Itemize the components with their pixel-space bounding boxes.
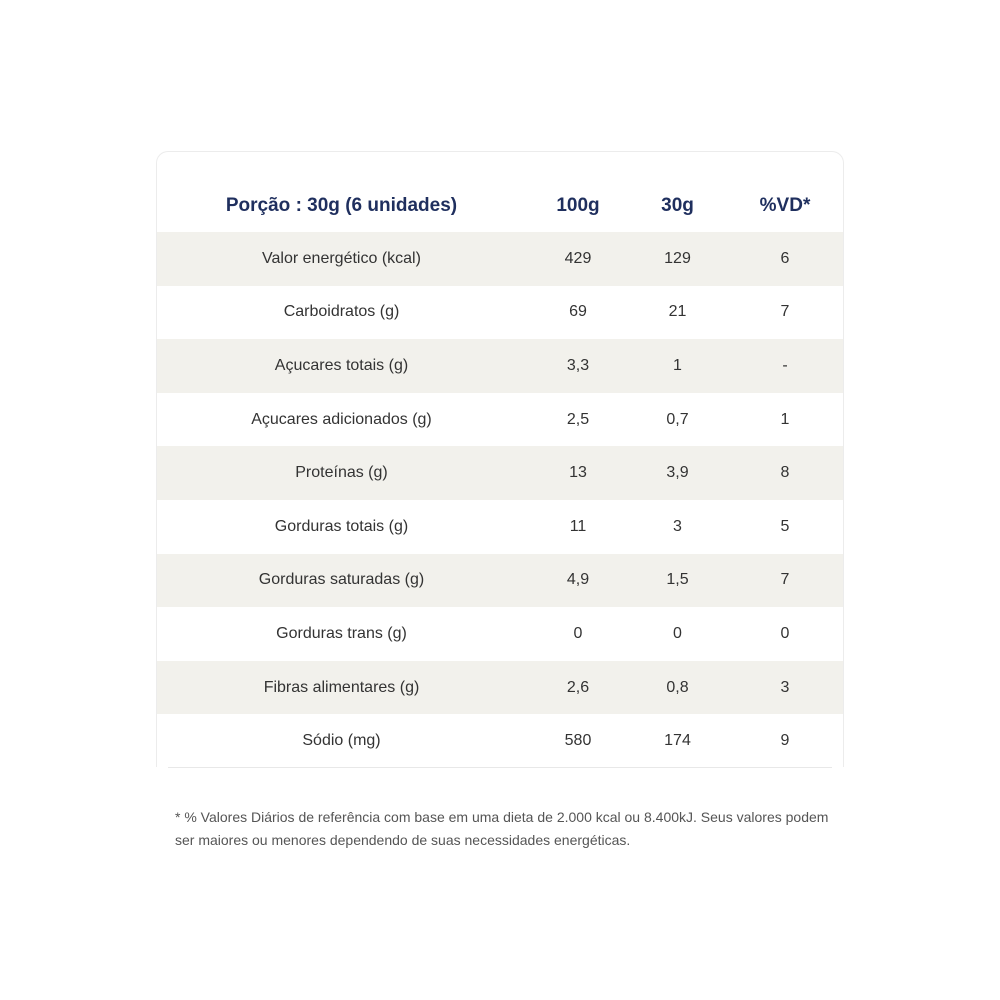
daily-value-percent: 9 bbox=[780, 732, 790, 750]
value-per-30g: 129 bbox=[664, 249, 691, 267]
daily-value-percent: 6 bbox=[780, 249, 790, 267]
daily-value-percent: 7 bbox=[780, 571, 790, 589]
value-per-30g: 0,7 bbox=[666, 410, 689, 428]
value-per-100g: 3,3 bbox=[566, 356, 590, 374]
daily-value-percent: 7 bbox=[780, 303, 790, 321]
per-100g-header: 100g bbox=[556, 195, 600, 216]
daily-value-percent: 5 bbox=[780, 517, 790, 535]
nutrient-label: Gorduras saturadas (g) bbox=[258, 571, 425, 589]
daily-value-percent: 3 bbox=[780, 678, 790, 696]
value-per-100g: 11 bbox=[569, 517, 587, 535]
value-per-30g: 1 bbox=[673, 356, 682, 374]
value-per-100g: 13 bbox=[569, 464, 587, 482]
value-per-100g: 0 bbox=[573, 624, 583, 642]
table-bottom-divider bbox=[168, 767, 832, 768]
value-per-30g: 174 bbox=[664, 732, 691, 750]
value-per-30g: 3 bbox=[673, 517, 682, 535]
daily-value-percent: 1 bbox=[780, 410, 790, 428]
nutrient-label: Açucares totais (g) bbox=[274, 356, 409, 374]
table-row bbox=[156, 393, 844, 447]
table-row bbox=[156, 554, 844, 608]
value-per-30g: 1,5 bbox=[666, 571, 689, 589]
nutrient-label: Sódio (mg) bbox=[302, 732, 381, 750]
value-per-100g: 69 bbox=[569, 303, 587, 321]
table-row bbox=[156, 232, 844, 286]
daily-value-percent: - bbox=[782, 356, 788, 374]
value-per-100g: 580 bbox=[564, 732, 592, 750]
nutrient-label: Fibras alimentares (g) bbox=[263, 678, 420, 696]
nutrient-label: Carboidratos (g) bbox=[283, 303, 400, 321]
daily-value-header: %VD* bbox=[759, 195, 811, 216]
daily-value-footnote: * % Valores Diários de referência com base em uma dieta de 2.000 kcal ou 8.400kJ. Seus valores podem ser maiores ou menores dependendo de suas necessidades energéticas. bbox=[175, 809, 829, 848]
table-row bbox=[156, 607, 844, 661]
value-per-30g: 3,9 bbox=[666, 464, 689, 482]
value-per-100g: 2,6 bbox=[566, 678, 590, 696]
daily-value-percent: 0 bbox=[780, 624, 790, 642]
value-per-100g: 4,9 bbox=[566, 571, 590, 589]
nutrient-label: Valor energético (kcal) bbox=[262, 249, 421, 267]
table-row bbox=[156, 446, 844, 500]
nutrition-table-card bbox=[156, 151, 844, 767]
nutrient-label: Açucares adicionados (g) bbox=[251, 410, 432, 428]
value-per-30g: 0,8 bbox=[666, 678, 689, 696]
nutrient-label: Proteínas (g) bbox=[295, 464, 388, 482]
nutrition-table bbox=[156, 152, 844, 767]
value-per-30g: 0 bbox=[673, 624, 682, 642]
per-30g-header: 30g bbox=[661, 195, 694, 216]
value-per-100g: 429 bbox=[564, 249, 592, 267]
table-row bbox=[156, 286, 844, 340]
table-row bbox=[156, 339, 844, 393]
table-header-row bbox=[156, 152, 844, 232]
daily-value-percent: 8 bbox=[780, 464, 790, 482]
nutrient-label: Gorduras trans (g) bbox=[276, 624, 407, 642]
table-body bbox=[156, 232, 844, 767]
table-row bbox=[156, 714, 844, 767]
value-per-100g: 2,5 bbox=[566, 410, 590, 428]
table-row bbox=[156, 500, 844, 554]
value-per-30g: 21 bbox=[668, 303, 687, 321]
table-row bbox=[156, 661, 844, 715]
portion-header: Porção : 30g (6 unidades) bbox=[225, 195, 458, 216]
nutrient-label: Gorduras totais (g) bbox=[274, 517, 409, 535]
